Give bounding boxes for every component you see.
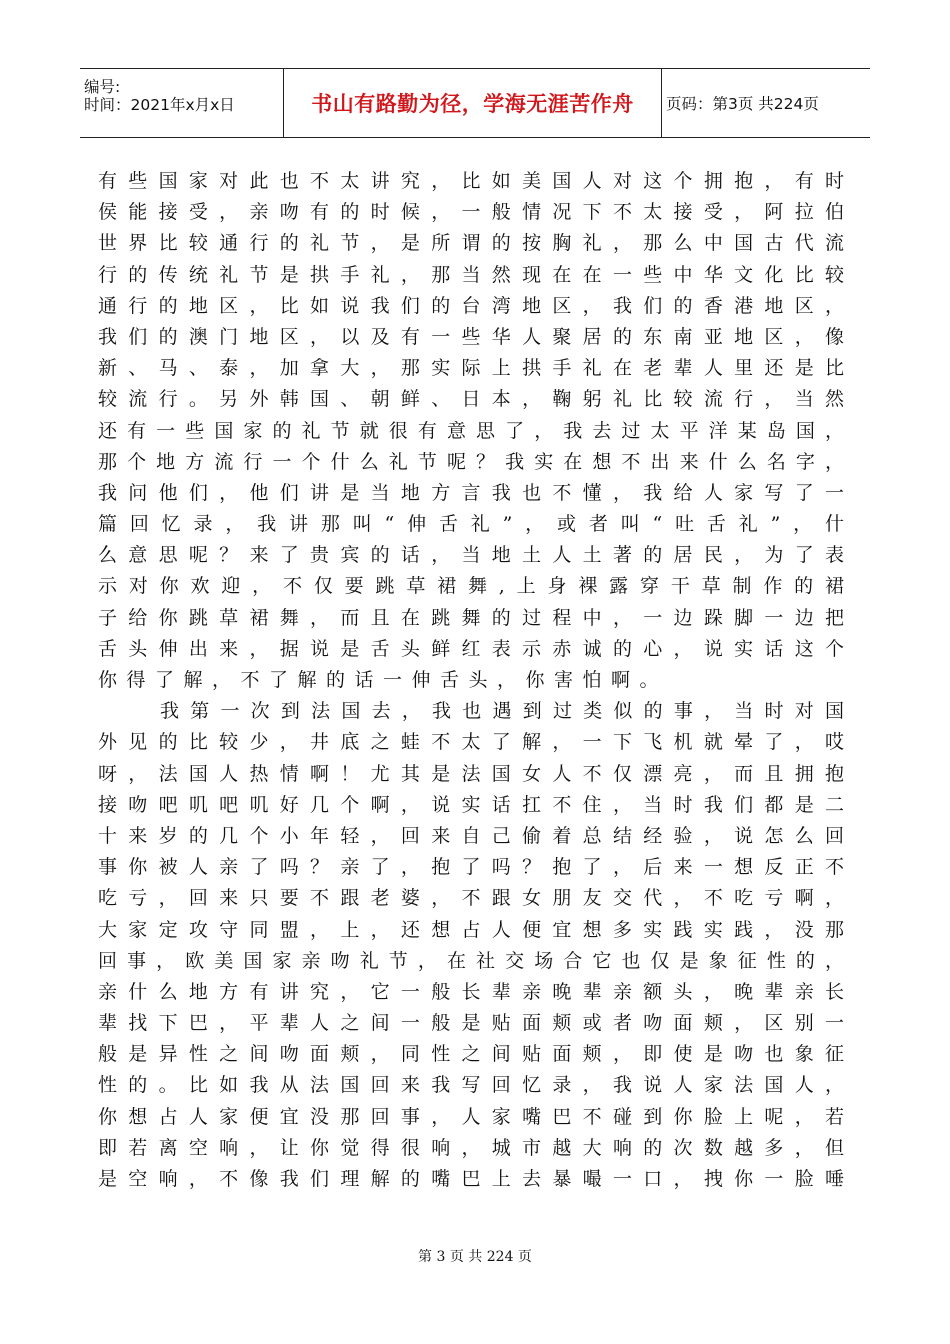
text-line: 子给你跳草裙舞，而且在跳舞的过程中，一边跺脚一边把 (98, 606, 844, 629)
text-line: 篇回忆录，我讲那叫“伸舌礼”，或者叫“吐舌礼”，什 (98, 513, 844, 536)
text-line: 有些国家对此也不太讲究，比如美国人对这个拥抱，有时 (98, 170, 844, 192)
text-line: 那个地方流行一个什么礼节呢？我实在想不出来什么名字， (98, 450, 844, 473)
text-line: 较流行。另外韩国、朝鲜、日本，鞠躬礼比较流行，当然 (98, 388, 844, 411)
header-meta (80, 69, 283, 137)
header-motto: 书山有路勤为径，学海无涯苦作舟 (311, 92, 634, 116)
text-line: 示对你欢迎，不仅要跳草裙舞,上身裸露穿干草制作的裙 (98, 575, 844, 598)
document-number-label: 编号: (84, 78, 121, 96)
text-line: 行的传统礼节是拱手礼，那当然现在在一些中华文化比较 (98, 263, 844, 286)
text-line: 还有一些国家的礼节就很有意思了，我去过太平洋某岛国， (98, 419, 844, 442)
text-line: 新、马、泰，加拿大，那实际上拱手礼在老辈人里还是比 (98, 357, 844, 380)
text-line: 大家定攻守同盟，上，还想占人便宜想多实践实践，没那 (98, 918, 844, 941)
text-line: 十来岁的几个小年轻，回来自己偷着总结经验，说怎么回 (98, 824, 844, 847)
page-footer: 第 3 页 共 224 页 (418, 1249, 532, 1265)
text-line: 性的。比如我从法国回来我写回忆录，我说人家法国人， (98, 1074, 844, 1097)
text-line: 你想占人家便宜没那回事，人家嘴巴不碰到你脸上呢，若 (98, 1105, 844, 1128)
text-line: 呀，法国人热情啊！尤其是法国女人不仅漂亮，而且拥抱 (98, 762, 844, 785)
text-line: 么意思呢？来了贵宾的话，当地土人土著的居民，为了表 (98, 544, 844, 567)
text-line: 辈找下巴，平辈人之间一般是贴面颊或者吻面颊，区别一 (98, 1012, 844, 1035)
text-line: 我问他们，他们讲是当地方言我也不懂，我给人家写了一 (98, 481, 844, 504)
header-divider (661, 69, 662, 137)
page-header (80, 68, 870, 138)
text-line: 是空响，不像我们理解的嘴巴上去暴嘬一口，拽你一脸唾 (98, 1168, 844, 1190)
document-date-label: 时间：2021年x月x日 (84, 96, 235, 114)
text-line: 般是异性之间吻面颊，同性之间贴面颊，即使是吻也象征 (98, 1043, 844, 1066)
text-line: 亲什么地方有讲究，它一般长辈亲晚辈亲额头，晚辈亲长 (98, 980, 844, 1003)
header-page-indicator: 页码：第3页 共224页 (666, 95, 819, 113)
text-line: 你得了解，不了解的话一伸舌头，你害怕啊。 (98, 669, 669, 691)
text-line: 舌头伸出来，据说是舌头鲜红表示赤诚的心，说实话这个 (98, 637, 844, 660)
paragraph-start-line: 我第一次到法国去，我也遇到过类似的事，当时对国 (160, 700, 844, 723)
text-line: 通行的地区，比如说我们的台湾地区，我们的香港地区， (98, 294, 844, 317)
text-line: 事你被人亲了吗？亲了，抱了吗？抱了，后来一想反正不 (98, 856, 844, 879)
document-body (98, 166, 844, 1195)
text-line: 我们的澳门地区，以及有一些华人聚居的东南亚地区，像 (98, 325, 844, 348)
text-line: 接吻吧叽吧叽好几个啊，说实话扛不住，当时我们都是二 (98, 793, 844, 816)
text-line: 世界比较通行的礼节，是所谓的按胸礼，那么中国古代流 (98, 232, 844, 255)
text-line: 即若离空响，让你觉得很响，城市越大响的次数越多，但 (98, 1136, 844, 1159)
text-line: 吃亏，回来只要不跟老婆，不跟女朋友交代，不吃亏啊， (98, 887, 844, 910)
text-line: 回事，欧美国家亲吻礼节，在社交场合它也仅是象征性的， (98, 949, 844, 972)
text-line: 侯能接受，亲吻有的时候，一般情况下不太接受，阿拉伯 (98, 201, 844, 224)
text-line: 外见的比较少，井底之蛙不太了解，一下飞机就晕了，哎 (98, 731, 844, 754)
